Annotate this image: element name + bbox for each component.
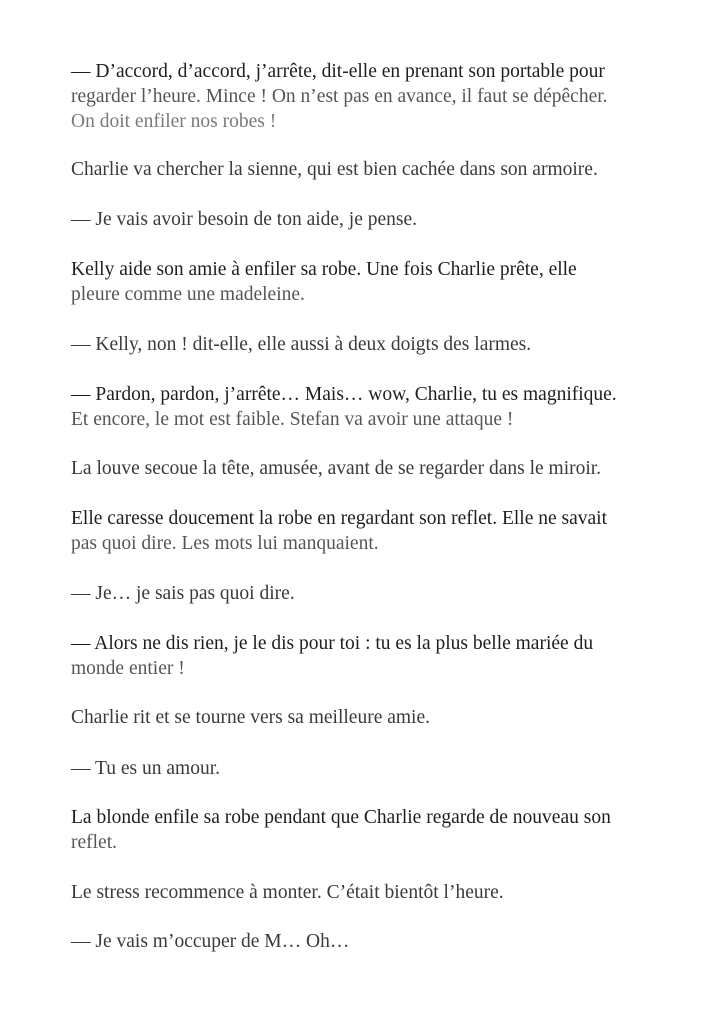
paragraph-3-line-1: — Je vais avoir besoin de ton aide, je pense. <box>71 209 418 230</box>
paragraph-15-line-1: — Je vais m’occuper de M… Oh… <box>71 931 350 952</box>
paragraph-9-line-1: — Je… je sais pas quoi dire. <box>71 583 295 604</box>
paragraph-1-line-3: On doit enfiler nos robes ! <box>71 111 277 132</box>
paragraph-6-line-1: — Pardon, pardon, j’arrête… Mais… wow, Charlie, tu es magnifique. <box>71 384 617 405</box>
paragraph-6-line-2: Et encore, le mot est faible. Stefan va avoir une attaque ! <box>71 409 514 430</box>
paragraph-4-line-2: pleure comme une madeleine. <box>71 284 305 305</box>
paragraph-10-line-1: — Alors ne dis rien, je le dis pour toi : tu es la plus belle mariée du <box>71 633 594 654</box>
paragraph-1-line-2: regarder l’heure. Mince ! On n’est pas en avance, il faut se dépêcher. <box>71 86 608 107</box>
paragraph-10-line-2: monde entier ! <box>71 658 185 679</box>
paragraph-8-line-2: pas quoi dire. Les mots lui manquaient. <box>71 533 379 554</box>
paragraph-11-line-1: Charlie rit et se tourne vers sa meilleure amie. <box>71 707 430 728</box>
paragraph-5-line-1: — Kelly, non ! dit-elle, elle aussi à deux doigts des larmes. <box>71 334 532 355</box>
paragraph-13-line-2: reflet. <box>71 832 118 853</box>
paragraph-1-line-1: — D’accord, d’accord, j’arrête, dit-elle en prenant son portable pour <box>71 61 605 82</box>
paragraph-4-line-1: Kelly aide son amie à enfiler sa robe. Une fois Charlie prête, elle <box>71 259 577 280</box>
paragraph-14-line-1: Le stress recommence à monter. C’était bientôt l’heure. <box>71 882 504 903</box>
paragraph-7-line-1: La louve secoue la tête, amusée, avant de se regarder dans le miroir. <box>71 458 602 479</box>
paragraph-8-line-1: Elle caresse doucement la robe en regardant son reflet. Elle ne savait <box>71 508 608 529</box>
paragraph-13-line-1: La blonde enfile sa robe pendant que Charlie regarde de nouveau son <box>71 807 611 828</box>
paragraph-2-line-1: Charlie va chercher la sienne, qui est bien cachée dans son armoire. <box>71 159 598 180</box>
paragraph-12-line-1: — Tu es un amour. <box>71 758 220 779</box>
